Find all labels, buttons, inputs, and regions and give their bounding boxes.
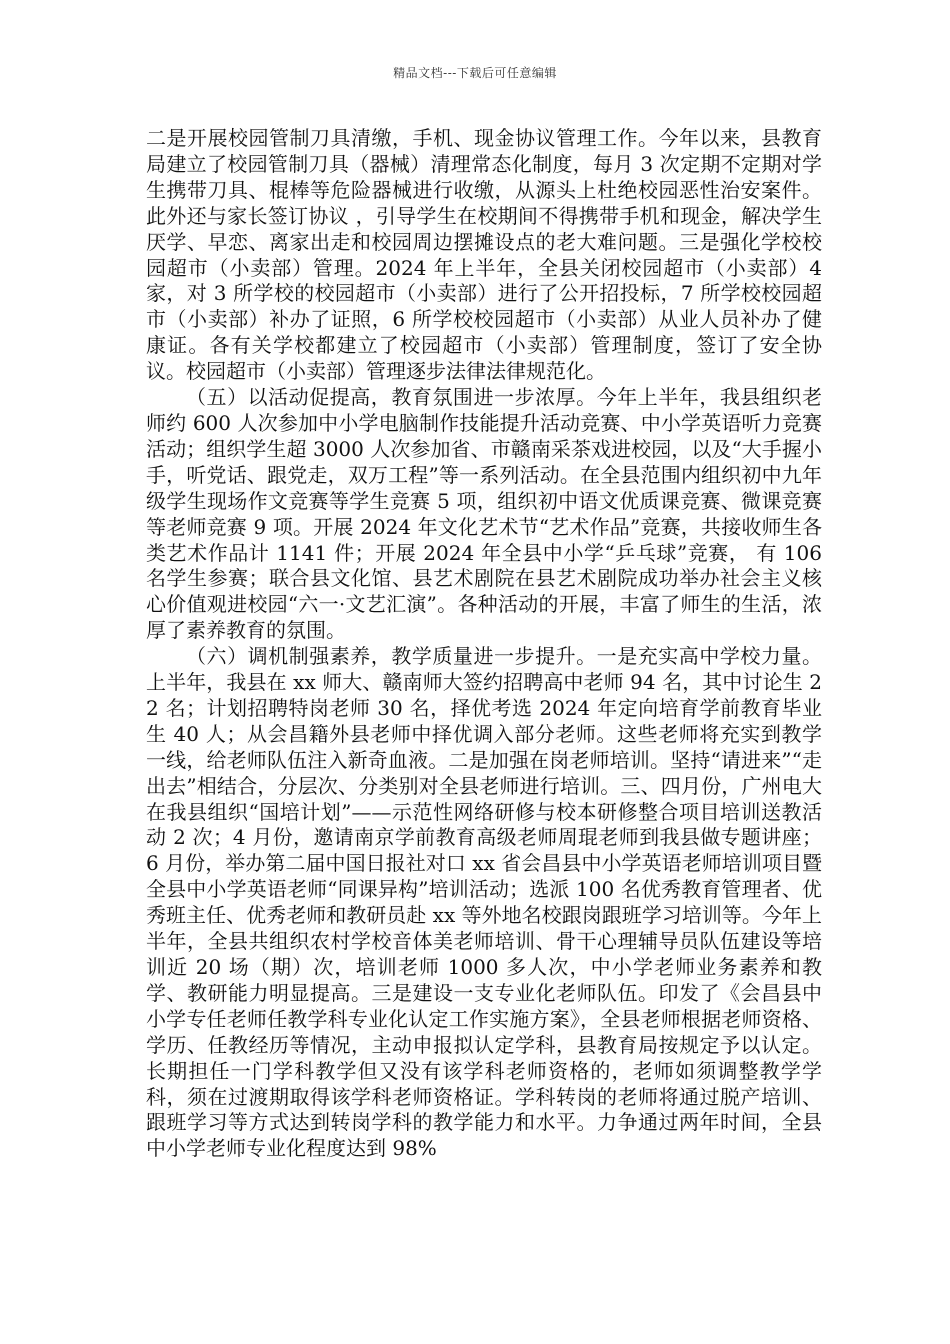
- paragraph-teaching-quality: （六）调机制强素养，教学质量进一步提升。一是充实高中学校力量。上半年，我县在 xx 师大、赣南师大签约招聘高中老师 94 名，其中讨论生 22 名；计划招聘特岗老师 30 名，择优考选 2024 年定向培育学前教育毕业生 40 人；从会昌籍外县老师中择优调入部分老师。这些老师将充实到教学一线，给老师队伍注入新奇血液。二是加强在岗老师培训。坚持“请进来”“走出去”相结合，分层次、分类别对全县老师进行培训。三、四月份，广州电大在我县组织“国培计划”——示范性网络研修与校本研修整合项目培训送教活动 2 次；4 月份，邀请南京学前教育高级老师周琨老师到我县做专题讲座；6 月份，举办第二届中国日报社对口 xx 省会昌县中小学英语老师培训项目暨全县中小学英语老师“同课异构”培训活动；选派 100 名优秀教育管理者、优秀班主任、优秀老师和教研员赴 xx 等外地名校跟岗跟班学习培训等。今年上半年，全县共组织农村学校音体美老师培训、骨干心理辅导员队伍建设等培训近 20 场（期）次，培训老师 1000 多人次，中小学老师业务素养和教学、教研能力明显提高。三是建设一支专业化老师队伍。印发了《会昌县中小学专任老师任教学科专业化认定工作实施方案》，全县老师根据老师资格、学历、任教经历等情况，主动申报拟认定学科，县教育局按规定予以认定。长期担任一门学科教学但又没有该学科老师资格的，老师如须调整教学学科，须在过渡期取得该学科老师资格证。学科转岗的老师将通过脱产培训、跟班学习等方式达到转岗学科的教学能力和水平。力争通过两年时间，全县中小学老师专业化程度达到 98%: [146, 644, 822, 1161]
- paragraph-school-safety: 二是开展校园管制刀具清缴，手机、现金协议管理工作。今年以来，县教育局建立了校园管制刀具（器械）清理常态化制度，每月 3 次定期不定期对学生携带刀具、棍棒等危险器械进行收缴，从源头上杜绝校园恶性治安案件。此外还与家长签订协议 ，引导学生在校期间不得携带手机和现金，解决学生厌学、早恋、离家出走和校园周边摆摊设点的老大难问题。三是强化学校校园超市（小卖部）管理。2024 年上半年，全县关闭校园超市（小卖部）4 家，对 3 所学校的校园超市（小卖部）进行了公开招投标，7 所学校校园超市（小卖部）补办了证照，6 所学校校园超市（小卖部）从业人员补办了健康证。各有关学校都建立了校园超市（小卖部）管理制度，签订了安全协议。校园超市（小卖部）管理逐步法律法律规范化。: [146, 126, 822, 384]
- document-body: [146, 126, 822, 1162]
- page-header: 精品文档---下载后可任意编辑: [393, 66, 557, 80]
- paragraph-activities: （五）以活动促提高，教育氛围进一步浓厚。今年上半年，我县组织老师约 600 人次参加中小学电脑制作技能提升活动竞赛、中小学英语听力竞赛活动；组织学生超 3000 人次参加省、市赣南采茶戏进校园，以及“大手握小手，听党话、跟党走，双万工程”等一系列活动。在全县范围内组织初中九年级学生现场作文竞赛等学生竞赛 5 项，组织初中语文优质课竞赛、微课竞赛等老师竞赛 9 项。开展 2024 年文化艺术节“艺术作品”竞赛，共接收师生各类艺术作品计 1141 件；开展 2024 年全县中小学“乒乓球”竞赛， 有 106 名学生参赛；联合县文化馆、县艺术剧院在县艺术剧院成功举办社会主义核心价值观进校园“六一·文艺汇演”。各种活动的开展，丰富了师生的生活，浓厚了素养教育的氛围。: [146, 385, 822, 643]
